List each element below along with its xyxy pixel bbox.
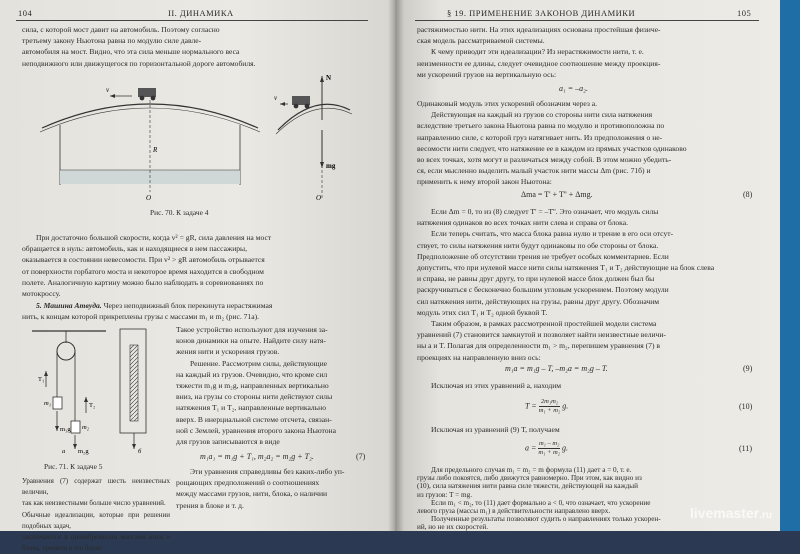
text-line: из грузов: T = mg. <box>417 490 472 499</box>
text-line: применить к нему второй закон Ньютона: <box>417 177 552 187</box>
label-v: v <box>106 86 110 94</box>
label-T2: T₂ <box>89 402 96 409</box>
text-line: При достаточно большой скорости, когда v² = gR, сила давления на мост <box>36 233 272 242</box>
text-line: неизменности ее длины, следует очевидное соотношение между проекция- <box>417 58 661 68</box>
equation-10-number: (10) <box>739 402 753 411</box>
label-R: R <box>153 146 158 154</box>
right-text-a <box>417 24 759 80</box>
text-line: сила, с которой мост давит на автомобиль. Поэтому согласно <box>22 25 220 34</box>
text-line: трения в блоке и т. д. <box>176 500 244 510</box>
text-line: конов динамики на опыте. Найдите силу натя- <box>176 336 326 346</box>
text-line: нить, к концам которой прикреплены грузы с массами m₁ и m₂ (рис. 71а). <box>22 312 260 322</box>
text-line: Уравнения (7) содержат шесть неизвестных величин, <box>22 477 170 497</box>
text-line: ся, если мысленно выделить малый участок нити массы Δm (рис. 71б) и <box>417 166 651 176</box>
text-line: жения нити и ускорения грузов. <box>176 347 280 357</box>
eq11-numerator: m₁ – m₂ <box>538 440 560 447</box>
problem-5-text <box>176 324 370 447</box>
text-line: третьему закону Ньютона равна по модулю силе давле- <box>22 36 202 46</box>
text-line: Через неподвижный блок перекинута нерастяжимая <box>103 301 273 310</box>
text-line: уравнений (7) становится замкнутой и позволяет найти неизвестные величи- <box>417 330 666 340</box>
left-body-text <box>22 232 370 299</box>
text-line: ий, но не их скоростей. <box>417 523 489 532</box>
after-eq7-text-wide <box>22 476 170 554</box>
watermark-logo <box>690 505 772 521</box>
text-line: оказывается в состоянии невесомости. При v² > gR автомобиль отрывается <box>22 255 265 265</box>
label-O: O <box>316 194 322 202</box>
eq11-denominator: m₁ + m₂ <box>538 449 560 456</box>
left-intro-text <box>22 24 370 69</box>
text-line: вверх. В инерциальной системе отсчета, связан- <box>176 414 332 424</box>
book-gutter-shadow <box>388 0 404 531</box>
right-running-head: § 19. ПРИМЕНЕНИЕ ЗАКОНОВ ДИНАМИКИ <box>447 8 636 18</box>
right-text-exclude-a <box>431 380 751 391</box>
eq11-lhs: a = <box>525 443 537 453</box>
text-line: сил натяжения нити, действующих на грузы, равны друг другу. Обозначим <box>417 296 660 306</box>
equation-a1-a2: a₁ = –a₂. <box>559 84 588 93</box>
text-line: раскручиваться с бесконечно большим угловым ускорением. Поэтому модули <box>417 285 669 295</box>
equation-7: m₁a₁ = m₁g + T₁, m₂a₂ = m₂g + T₂. <box>200 452 314 461</box>
left-page <box>0 0 395 553</box>
text-line: проекциях на направленную вниз ось: <box>417 352 541 362</box>
right-page-number: 105 <box>737 8 752 18</box>
label-a: a <box>62 448 66 455</box>
right-text-exclude-T <box>431 424 751 435</box>
book-cover-edge <box>778 0 800 531</box>
text-line: Если теперь считать, что масса блока равна нулю и трение в его оси отсут- <box>431 229 674 239</box>
label-m1g: m₁g <box>60 426 71 433</box>
figure-70-caption: Рис. 70. К задаче 4 <box>150 208 209 217</box>
watermark-tld: .ru <box>759 510 772 521</box>
text-line: тяжести m₁g и m₂g, направленных вертикально <box>176 381 329 391</box>
text-line: натяжения T₁ и T₂, направленные вертикально <box>176 403 327 413</box>
equation-11-number: (11) <box>739 444 753 453</box>
text-line: Если m₁ < m₂, то (11) дает формально a < 0, что означает, что ускорение <box>431 498 651 507</box>
text-line: (10), сила натяжения нити равна силе тяжести, действующей на каждый <box>417 482 638 491</box>
text-line: Предположение об отсутствии трения не требует особых комментариев. Если <box>417 251 669 261</box>
label-m2: m₂ <box>82 424 89 431</box>
text-line: Если Δm = 0, то из (8) следует T' = –T''. Это означает, что модуль силы <box>431 207 659 216</box>
text-line: ной с Землей, уравнения второго закона Ньютона <box>176 425 336 435</box>
label-v: v <box>274 94 278 102</box>
text-line: неподвижного или движущегося по горизонтальной дороге автомобиля. <box>22 58 256 68</box>
text-line: направлению силе, с которой груз натягивает нить. Из предположения о не- <box>417 132 663 142</box>
figure-70-bridge-diagram <box>40 70 360 200</box>
eq10-rhs: g. <box>562 401 569 411</box>
problem-5-heading <box>22 300 370 322</box>
equation-7-number: (7) <box>356 452 366 461</box>
text-line: Для предельного случая m₁ = m₂ = m формула (11) дает a = 0, т. е. <box>431 466 632 474</box>
right-page <box>395 0 780 531</box>
eq10-lhs: T = <box>525 401 537 411</box>
text-line: для грузов записываются в виде <box>176 437 280 447</box>
text-line: автомобиля на мост. Видно, что эта сила меньше нормального веса <box>22 47 240 57</box>
text-line: Решение. Рассмотрим силы, действующие <box>190 358 328 368</box>
text-line: допустить, что при нулевой массе нити силы натяжения T₁ и T₂ действующие на блок слева <box>417 263 715 273</box>
right-text-c <box>417 206 759 363</box>
text-line: Эти уравнения справедливы без каких-либо уп- <box>190 467 345 476</box>
figure-71-caption: Рис. 71. К задаче 5 <box>44 462 103 471</box>
label-N: N <box>326 74 332 82</box>
right-header-rule <box>415 20 759 21</box>
text-line: ствует, то силы натяжения нити будут одинаковы по обе стороны от блока. <box>417 240 659 250</box>
watermark-brand: livemaster <box>689 505 760 521</box>
text-line: ская модель рассматриваемой системы. <box>417 36 545 46</box>
text-line: Такое устройство используют для изучения за- <box>176 325 328 334</box>
text-line: полете. Аналогичную картину можно было наблюдать в соревнованиях по <box>22 277 264 287</box>
left-page-number: 104 <box>18 8 33 18</box>
text-line: Таким образом, в рамках рассмотренной простейшей модели система <box>431 319 657 329</box>
text-line: натяжения одинаков во всех точках нити слева и справа от блока. <box>417 218 629 228</box>
left-running-head: II. ДИНАМИКА <box>168 8 234 18</box>
text-line: и справа, не равны друг другу, то при нулевой массе блок должен был бы <box>417 274 655 284</box>
label-m1: m₁ <box>44 400 51 407</box>
text-line: Обычные идеализации, которые при решении подобных задач, <box>22 510 170 530</box>
label-m2g: m₂g <box>78 448 89 455</box>
text-line: грузы либо покоятся, либо движутся равномерно. При этом, как видно из <box>417 474 642 483</box>
eq10-denominator: m₁ + m₂ <box>538 407 561 414</box>
equation-9-number: (9) <box>743 364 753 373</box>
text-line: на каждый из грузов. Очевидно, что кроме сил <box>176 369 328 379</box>
text-line: обращается в нуль: автомобиль, как и находящиеся в нем пассажиры, <box>22 244 248 254</box>
text-line: Действующая на каждый из грузов со стороны нити сила натяжения <box>431 110 653 120</box>
text-line: заключаются в пренебрежении массами нити и блока, трением в его блоке <box>22 533 170 553</box>
eq11-rhs: g. <box>561 443 568 453</box>
text-line: так как неизвестными больше число уравнений. <box>22 499 166 508</box>
pulley-icon <box>57 342 75 360</box>
problem-5-title: 5. Машина Атвуда. <box>36 301 102 310</box>
text-line: вниз, на грузы со стороны нити действуют силы <box>176 392 333 402</box>
text-line: мотокроссу. <box>22 289 61 299</box>
equation-8-number: (8) <box>743 190 753 199</box>
text-line: ми ускорений грузов на вертикальную ось: <box>417 69 557 79</box>
text-line: ны a и T. Полагая для определенности m₁ > m₂, перепишем уравнения (7) в <box>417 341 660 351</box>
text-line: между массами грузов, нити, блока, о наличии <box>176 489 328 499</box>
text-line: вследствие третьего закона Ньютона равна по модулю и противоположна по <box>417 121 665 131</box>
text-line: рощающих предположений о соотношениях <box>176 478 320 488</box>
equation-11 <box>525 440 568 457</box>
label-mg: mg <box>326 162 336 170</box>
text-line: Одинаковый модуль этих ускорений обозначим через a. <box>417 99 598 108</box>
text-line: Исключая из этих уравнений a, находим <box>431 381 562 390</box>
text-line: Исключая из уравнений (9) T, получаем <box>431 425 560 434</box>
text-line: растяжимостью нити. На этих идеализациях основана простейшая физиче- <box>417 25 661 34</box>
text-line: от поверхности горбатого моста и некоторое время находится в свободном <box>22 266 264 276</box>
text-line: модуль этих сил T₁ и T₂ одной буквой T. <box>417 307 548 317</box>
label-b: б <box>138 448 142 455</box>
right-text-d <box>417 466 759 532</box>
label-T1: T₁ <box>38 376 45 383</box>
text-line: левого груза (массы m₁) в действительности направлено вверх. <box>417 507 611 516</box>
figure-71-atwood-machine <box>26 325 166 455</box>
text-line: весомости нити следует, что натяжение ее в каждом из прямых участков одинаково <box>417 143 687 153</box>
label-O: O <box>146 194 152 202</box>
after-eq7-text-narrow <box>176 466 370 511</box>
text-line: во всех точках, хотя могут и различаться между собой. В этом можно убедить- <box>417 155 672 165</box>
left-header-rule <box>16 20 368 21</box>
equation-8: Δma = T' + T'' + Δmg. <box>521 190 593 199</box>
right-text-b <box>417 98 759 188</box>
text-line: Полученные результаты позволяют судить о направлениях только ускорен- <box>431 515 661 524</box>
eq10-numerator: 2m₁m₂ <box>539 398 561 407</box>
text-line: К чему приводит эти идеализации? Из нерастяжимости нити, т. е. <box>431 47 644 57</box>
equation-9: m₁a = m₁g – T, –m₂a = m₂g – T. <box>505 364 608 373</box>
equation-10 <box>525 398 568 415</box>
